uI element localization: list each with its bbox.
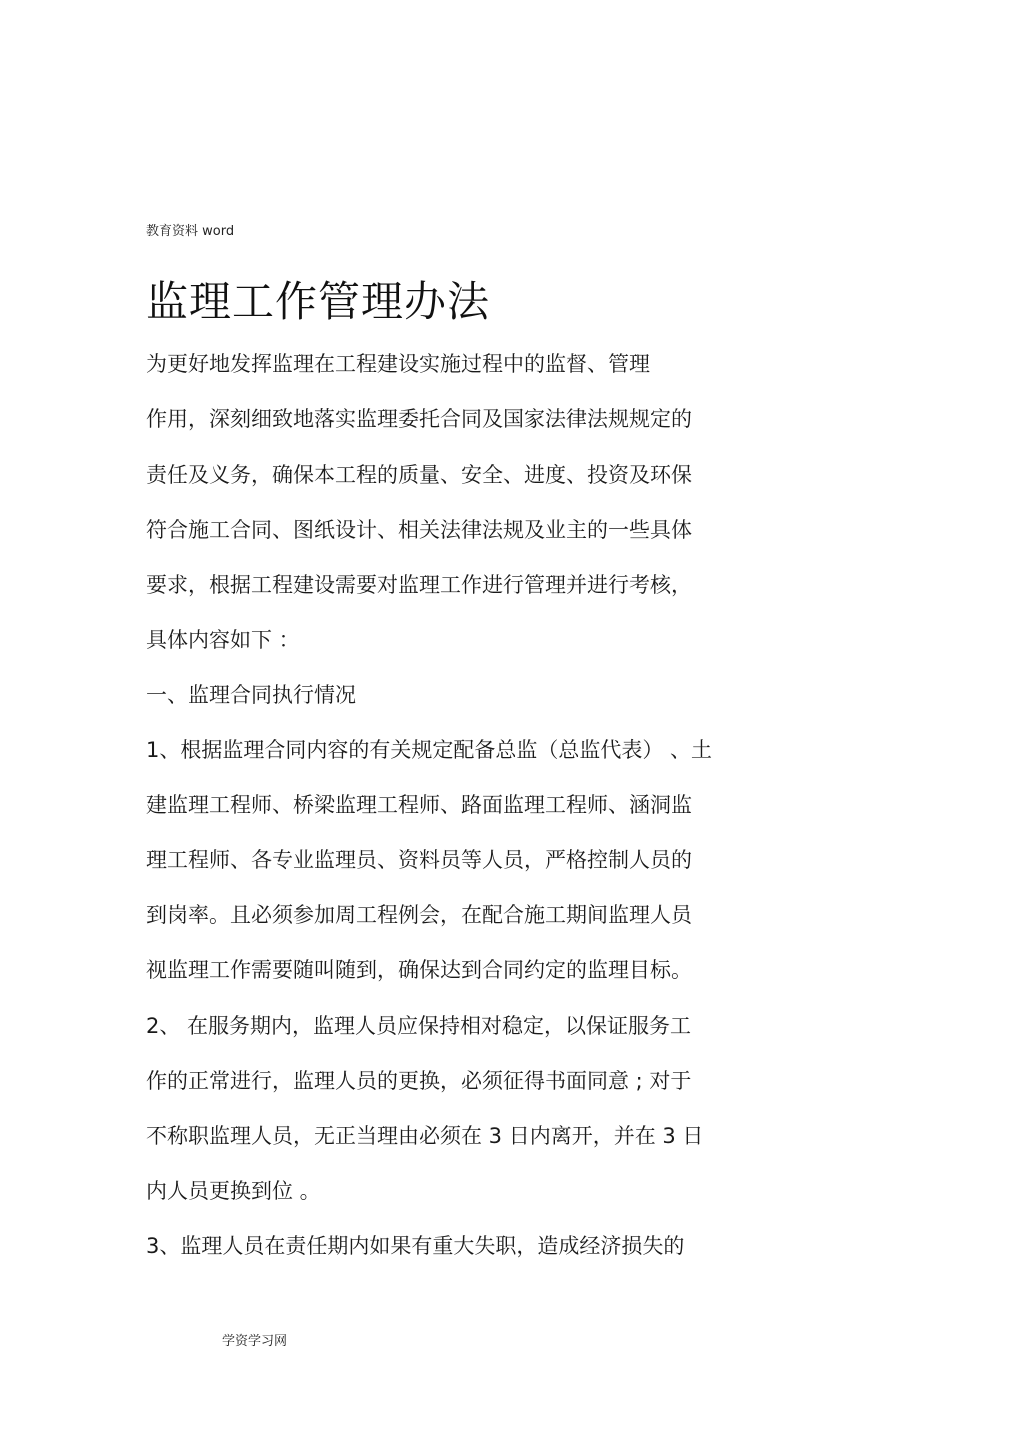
body-line: 不称职监理人员，无正当理由必须在 3 日内离开，并在 3 日: [146, 1124, 704, 1148]
body-line: 内人员更换到位 。: [146, 1179, 321, 1203]
body-line: 责任及义务，确保本工程的质量、安全、进度、投资及环保: [146, 463, 692, 487]
section-heading: 一、监理合同执行情况: [146, 683, 356, 707]
body-line: 理工程师、各专业监理员、资料员等人员，严格控制人员的: [146, 848, 692, 872]
body-line: 视监理工作需要随叫随到，确保达到合同约定的监理目标。: [146, 958, 692, 982]
document-title: 监理工作管理办法: [146, 277, 491, 326]
body-line: 要求，根据工程建设需要对监理工作进行管理并进行考核，: [146, 573, 692, 597]
body-line: 建监理工程师、桥梁监理工程师、路面监理工程师、涵洞监: [146, 793, 692, 817]
body-line: 到岗率。且必须参加周工程例会，在配合施工期间监理人员: [146, 903, 692, 927]
body-line: 为更好地发挥监理在工程建设实施过程中的监督、管理: [146, 352, 650, 376]
body-line: 1、根据监理合同内容的有关规定配备总监（总监代表） 、土: [146, 738, 713, 762]
body-line: 2、 在服务期内，监理人员应保持相对稳定，以保证服务工: [146, 1014, 692, 1038]
header-label: 教育资料 word: [146, 224, 235, 239]
body-line: 3、监理人员在责任期内如果有重大失职，造成经济损失的: [146, 1234, 685, 1258]
body-line: 作的正常进行，监理人员的更换，必须征得书面同意 ; 对于: [146, 1069, 692, 1093]
body-line: 符合施工合同、图纸设计、相关法律法规及业主的一些具体: [146, 518, 692, 542]
body-line: 具体内容如下 ：: [146, 628, 300, 652]
body-line: 作用，深刻细致地落实监理委托合同及国家法律法规规定的: [146, 407, 692, 431]
footer-label: 学资学习网: [222, 1334, 288, 1349]
